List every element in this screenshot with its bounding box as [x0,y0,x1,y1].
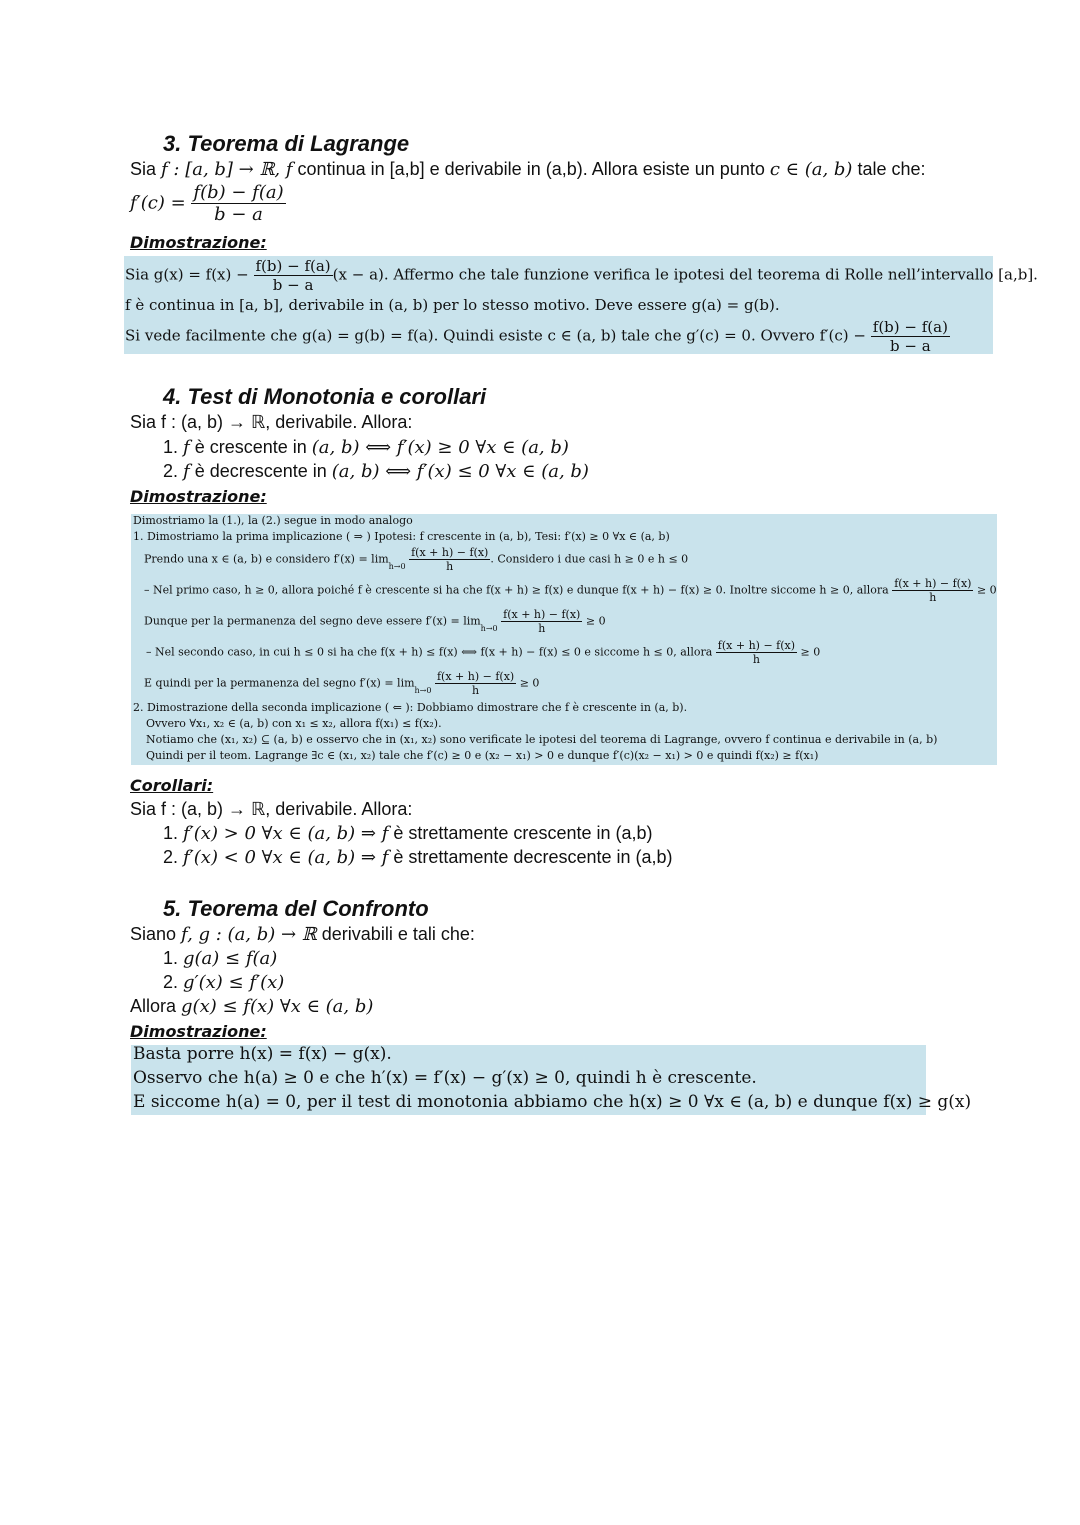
section-4-intro: Sia f : (a, b) → ℝ, derivabile. Allora: [130,412,413,432]
section-3-proof-line-1: Sia g(x) = f(x) − $\frac{f(b) - f(a)}{b - a}$ (x − a). Affermo che tale funzione verifica le ipotesi del teorema di Rolle nell’intervallo [a,b]. [125,257,1038,294]
section-5-item-1: 1. g(a) ≤ f(a) [163,948,278,969]
lagrange-formula: f′(c) = $\frac{f(b) - f(a)}{b - a}$ [130,182,284,225]
difference-quotient: $\frac{f(x + h) - f(x)}{h}$ [411,546,489,573]
corollari-label: Corollari: [130,776,214,795]
section-4-item-1: 1. f è crescente in (a, b) ⟺ f′(x) ≥ 0 ∀x ∈ (a, b) [163,437,569,458]
monotonia-proof-line-3: Prendo una x ∈ (a, b) e considero f′(x) = limh→0 $\frac{f(x + h) - f(x)}{h}$ . Considero i due casi h ≥ 0 e h ≤ 0 [144,546,689,573]
difference-quotient: $\frac{f(x + h) - f(x)}{h}$ [717,639,796,666]
proof-fraction: $\frac{f(b) - f(a)}{b - a}$ [872,318,948,355]
section-5-proof-label: Dimostrazione: [130,1022,267,1041]
monotonia-proof-line-9: Ovvero ∀x₁, x₂ ∈ (a, b) con x₁ ≤ x₂, allora f(x₁) ≤ f(x₂). [146,717,442,730]
section-3-proof-label: Dimostrazione: [130,233,267,252]
difference-quotient: $\frac{f(x + h) - f(x)}{h}$ [503,608,581,635]
section-5-conclusion: Allora g(x) ≤ f(x) ∀x ∈ (a, b) [130,996,374,1017]
lagrange-fraction: $\frac{f(b) - f(a)}{b - a}$ [193,182,284,225]
section-5-title: 5. Teorema del Confronto [163,896,429,921]
limit-subscript: h→0 [414,685,432,695]
section-3-intro: Sia f : [a, b] → ℝ, f continua in [a,b] e derivabile in (a,b). Allora esiste un punto c ∈ (a, b) tale che: [130,159,926,180]
monotonia-proof-line-5: Dunque per la permanenza del segno deve essere f′(x) = limh→0 $\frac{f(x + h) - f(x)}{h}$ ≥ 0 [144,608,606,635]
monotonia-proof-line-11: Quindi per il teom. Lagrange ∃c ∈ (x₁, x₂) tale che f′(c) ≥ 0 e (x₂ − x₁) > 0 e dunque f′(c)(x₂ − x₁) > 0 e quindi f(x₂) ≥ f(x₁) [146,749,819,762]
limit-subscript: h→0 [388,561,406,571]
section-3-proof-line-2: f è continua in [a, b], derivabile in (a, b) per lo stesso motivo. Deve essere g(a) = g(b). [125,296,780,314]
corollario-1: 1. f′(x) > 0 ∀x ∈ (a, b) ⇒ f è strettamente crescente in (a,b) [163,823,653,844]
monotonia-proof-line-2: 1. Dimostriamo la prima implicazione ( ⇒ ) Ipotesi: f crescente in (a, b), Tesi: f′(x) ≥ 0 ∀x ∈ (a, b) [133,530,670,543]
difference-quotient: $\frac{f(x + h) - f(x)}{h}$ [894,577,972,604]
section-4-proof-label: Dimostrazione: [130,487,267,506]
monotonia-proof-line-6: – Nel secondo caso, in cui h ≤ 0 si ha che f(x + h) ≤ f(x) ⟺ f(x + h) − f(x) ≤ 0 e siccome h ≤ 0, allora $\frac{f(x + h) - f(x)}{h}$ ≥ 0 [146,639,821,666]
difference-quotient: $\frac{f(x + h) - f(x)}{h}$ [436,670,515,697]
section-5-item-2: 2. g′(x) ≤ f′(x) [163,972,285,993]
proof-fraction: $\frac{f(b) - f(a)}{b - a}$ [255,257,331,294]
section-4-item-2: 2. f è decrescente in (a, b) ⟺ f′(x) ≤ 0 ∀x ∈ (a, b) [163,461,589,482]
confronto-proof-line-2: Osservo che h(a) ≥ 0 e che h′(x) = f′(x) − g′(x) ≥ 0, quindi h è crescente. [133,1068,757,1088]
corollario-2: 2. f′(x) < 0 ∀x ∈ (a, b) ⇒ f è strettamente decrescente in (a,b) [163,847,673,868]
section-3-title: 3. Teorema di Lagrange [163,131,410,156]
confronto-proof-line-1: Basta porre h(x) = f(x) − g(x). [133,1044,392,1064]
monotonia-proof-line-10: Notiamo che (x₁, x₂) ⊆ (a, b) e osservo che in (x₁, x₂) sono verificate le ipotesi del teorema di Lagrange, ovvero f continua e derivabile in (a, b) [146,733,938,746]
confronto-proof-line-3: E siccome h(a) = 0, per il test di monotonia abbiamo che h(x) ≥ 0 ∀x ∈ (a, b) e dunque f(x) ≥ g(x) [133,1092,972,1112]
section-3-proof-line-3: Si vede facilmente che g(a) = g(b) = f(a). Quindi esiste c ∈ (a, b) tale che g′(c) = 0. Ovvero f′(c) − $\frac{f(b) - f(a)}{b - a}$ [125,318,948,355]
monotonia-proof-line-1: Dimostriamo la (1.), la (2.) segue in modo analogo [133,514,413,527]
limit-subscript: h→0 [480,623,498,633]
monotonia-proof-line-4: – Nel primo caso, h ≥ 0, allora poiché f è crescente si ha che f(x + h) ≥ f(x) e dunque f(x + h) − f(x) ≥ 0. Inoltre siccome h ≥ 0, allora $\frac{f(x + h) - f(x)}{h}$ ≥ 0 [144,577,997,604]
corollari-intro: Sia f : (a, b) → ℝ, derivabile. Allora: [130,799,413,819]
monotonia-proof-line-7: E quindi per la permanenza del segno f′(x) = limh→0 $\frac{f(x + h) - f(x)}{h}$ ≥ 0 [144,670,540,697]
section-4-title: 4. Test di Monotonia e corollari [163,384,487,409]
section-5-intro: Siano f, g : (a, b) → ℝ derivabili e tali che: [130,924,475,945]
monotonia-proof-line-8: 2. Dimostrazione della seconda implicazione ( ⇐ ): Dobbiamo dimostrare che f è crescente in (a, b). [133,701,688,714]
